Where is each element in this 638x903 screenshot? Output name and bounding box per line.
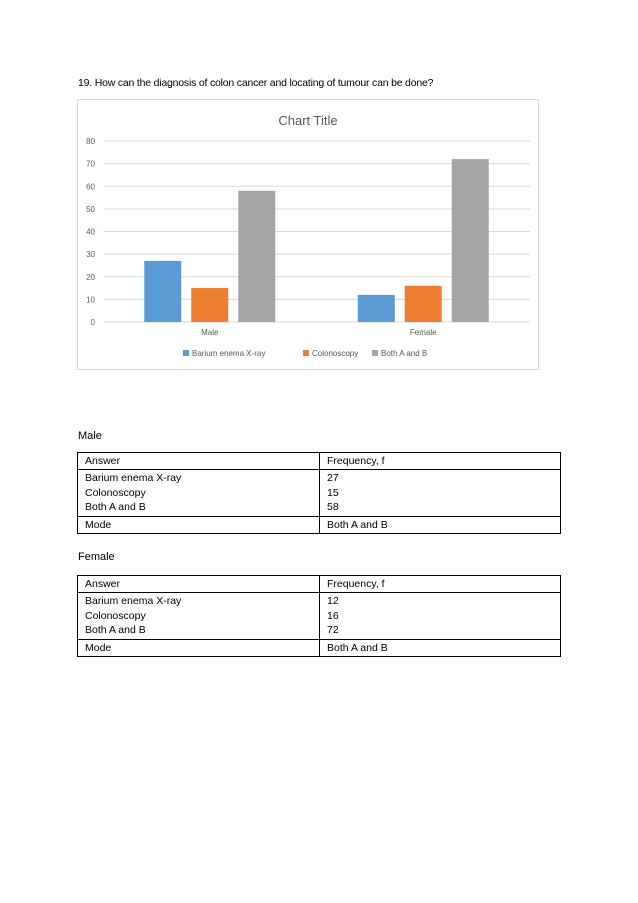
answer-item: Both A and B: [85, 624, 146, 636]
frequencies-cell: [320, 470, 561, 517]
legend-swatch: [183, 350, 189, 356]
frequency-item: 15: [327, 486, 339, 499]
bar: [358, 295, 395, 322]
chart-svg: [78, 100, 538, 369]
y-tick-label: 40: [86, 227, 95, 237]
y-tick-label: 60: [86, 182, 95, 192]
frequency-header: Frequency, f: [320, 453, 561, 470]
answer-item: Barium enema X-ray: [85, 472, 182, 484]
mode-row: [78, 516, 561, 533]
x-tick-label: Male: [201, 328, 219, 337]
male-label: Male: [78, 430, 102, 442]
y-tick-label: 10: [86, 295, 95, 305]
answer-item: Colonoscopy: [85, 609, 146, 622]
legend-swatch: [303, 350, 309, 356]
y-tick-label: 70: [86, 159, 95, 169]
answers-cell: [78, 593, 320, 640]
table-row: [78, 593, 561, 640]
answers-cell: [78, 470, 320, 517]
bar: [405, 286, 442, 322]
female-frequency-table: [77, 575, 561, 657]
table-header-row: [78, 576, 561, 593]
answer-header: Answer: [78, 576, 320, 593]
bar: [452, 159, 489, 322]
frequency-item: 16: [327, 609, 339, 622]
legend-label: Barium enema X-ray: [192, 349, 266, 358]
y-tick-label: 50: [86, 204, 95, 214]
table-row: [78, 470, 561, 517]
legend-label: Both A and B: [381, 349, 428, 358]
mode-label: Mode: [78, 639, 320, 656]
answer-item: Barium enema X-ray: [85, 595, 182, 607]
y-tick-label: 0: [90, 318, 95, 327]
frequency-header: Frequency, f: [320, 576, 561, 593]
frequencies-cell: [320, 593, 561, 640]
male-frequency-table: [77, 452, 561, 534]
y-tick-label: 30: [86, 250, 95, 260]
chart-title: Chart Title: [278, 113, 338, 128]
bar-chart: [77, 99, 539, 370]
legend-swatch: [372, 350, 378, 356]
mode-value: Both A and B: [320, 639, 561, 656]
mode-row: [78, 639, 561, 656]
y-tick-label: 20: [86, 272, 95, 282]
bar: [238, 191, 275, 322]
female-label: Female: [78, 551, 115, 563]
frequency-item: 58: [327, 501, 339, 513]
mode-label: Mode: [78, 516, 320, 533]
legend-label: Colonoscopy: [312, 349, 359, 358]
bar: [191, 288, 228, 322]
answer-item: Both A and B: [85, 501, 146, 513]
question-text: 19. How can the diagnosis of colon cancer and locating of tumour can be done?: [78, 77, 434, 89]
mode-value: Both A and B: [320, 516, 561, 533]
frequency-item: 72: [327, 624, 339, 636]
y-tick-label: 80: [86, 137, 95, 146]
frequency-item: 27: [327, 472, 339, 484]
bar: [144, 261, 181, 322]
table-header-row: [78, 453, 561, 470]
x-tick-label: Female: [409, 328, 437, 337]
frequency-item: 12: [327, 595, 339, 607]
answer-item: Colonoscopy: [85, 486, 146, 499]
answer-header: Answer: [78, 453, 320, 470]
